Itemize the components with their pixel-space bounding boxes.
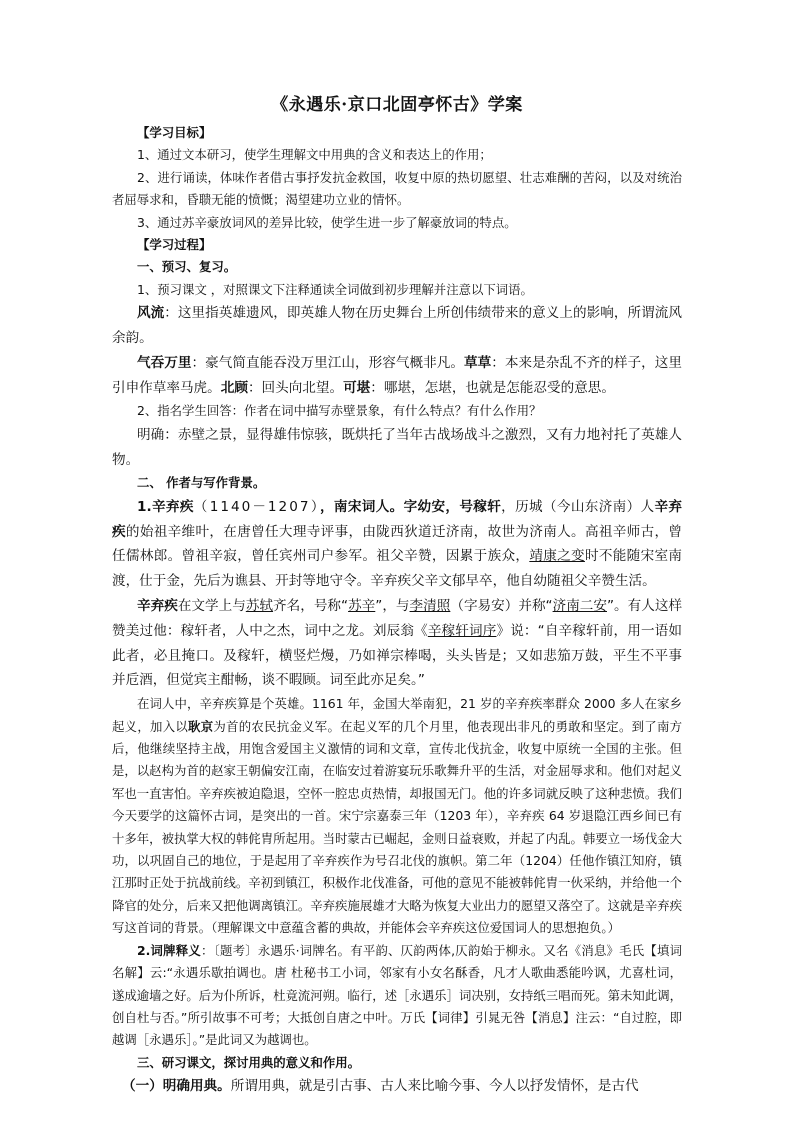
section-2-heading: 二、 作者与写作背景。 bbox=[137, 475, 266, 491]
cipai-explanation: 2.词牌释义：〔题考〕永遇乐·词牌名。有平韵、仄韵两体,仄韵始于柳永。又名《消息》毛氏【填词名解】云:“永遇乐歇拍调也。唐 杜秘书工小词，邻家有小女名酥香，凡才人歌曲悉能吟讽，尤喜杜词，遂成逾墙之好。后为仆所诉，杜竟流河朔。临行，述［永遇乐］词决别，女持纸三唱而死。第未知此调，创自杜与否。”所引故事不可考；大抵创自唐之中叶。万氏【词律】引晁无咎【消息】注云：“自过腔，即越调［永遇乐］。”是此词又为越调也。 bbox=[112, 942, 682, 1048]
link-sushi[interactable]: 苏轼 bbox=[245, 598, 274, 615]
question-2: 2、指名学生回答：作者在词中描写赤壁景象，有什么特点？有什么作用？ bbox=[137, 403, 542, 419]
allusion-intro: （一）明确用典。所谓用典，就是引古事、古人来比喻今事、今人以抒发情怀，是古代 bbox=[122, 1078, 639, 1095]
term-fengliu: 风流：这里指英雄遗风，即英雄人物在历史舞台上所创伟绩带来的意义上的影响，所谓流风余韵。 bbox=[112, 305, 683, 347]
goal-item-1: 1、通过文本研习，使学生理解文中用典的含义和表达上的作用； bbox=[137, 147, 492, 163]
link-jinan-eran[interactable]: 济南二安 bbox=[552, 598, 607, 615]
goal-item-3: 3、通过苏辛豪放词风的差异比较，使学生进一步了解豪放词的特点。 bbox=[137, 214, 517, 230]
goals-heading: 【学习目标】 bbox=[137, 125, 212, 140]
section-1-heading: 一、预习、复习。 bbox=[137, 259, 237, 275]
document-title: 《永遇乐·京口北固亭怀古》学案 bbox=[271, 95, 523, 115]
term-group: 气吞万里：豪气简直能吞没万里江山，形容气概非凡。草草：本来是杂乱不齐的样子，这里引申作草率马虎。北顾：回头向北望。可堪：哪堪，怎堪，也就是怎能忍受的意思。 bbox=[112, 354, 683, 396]
link-suxin[interactable]: 苏辛 bbox=[348, 598, 376, 615]
link-jiaxuan-preface[interactable]: 辛稼轩词序 bbox=[427, 622, 497, 639]
answer-2: 明确：赤壁之景，显得雄伟惊骇，既烘托了当年古战场战斗之激烈，又有力地衬托了英雄人物。 bbox=[112, 426, 682, 468]
author-bio-3: 在词人中，辛弃疾算是个英雄。1161 年，金国大举南犯，21 岁的辛弃疾率群众 2000 多人在家乡起义，加入以耿京为首的农民抗金义军。在起义军的几个月里，他表现出非凡的勇敢和坚定。到了南方后，他继续坚持主战，用饱含爱国主义激情的词和文章，宣传北伐抗金，收复中原统一全国的主张。但是，以赵构为首的赵家王朝偏安江南，在临安过着游宴玩乐歌舞升平的生活，对金屈辱求和。他们对起义军也一直害怕。辛弃疾被迫隐退，空怀一腔忠贞热情，却报国无门。他的许多词就反映了这种悲愤。我们今天要学的这篇怀古词，是突出的一首。宋宁宗嘉泰三年（1203 年），辛弃疾 64 岁退隐江西乡间已有十多年，被执掌大权的韩侂胄所起用。当时蒙古已崛起，金则日益衰败，并起了内乱。韩要立一场伐金大功，以巩固自己的地位，于是起用了辛弃疾作为号召北伐的旗帜。第二年（1204）任他作镇江知府，镇江那时正处于抗战前线。辛初到镇江，积极作北伐准备，可他的意见不能被韩侂胄一伙采纳，并给他一个降官的处分，后来又把他调离镇江。辛弃疾施展雄才大略为恢复大业出力的愿望又落空了。这就是辛弃疾写这首词的背景。（理解课文中意蕴含蓄的典故，并能体会辛弃疾这位爱国词人的思想抱负。） bbox=[112, 696, 683, 936]
link-jingkang[interactable]: 靖康之变 bbox=[529, 548, 585, 565]
preview-instruction: 1、预习课文 ，对照课文下注释通读全词做到初步理解并注意以下词语。 bbox=[137, 281, 533, 297]
author-bio-2: 辛弃疾在文学上与苏轼齐名，号称“苏辛”，与李清照（字易安）并称“济南二安”。有人这样赞美过他：稼轩者，人中之杰，词中之龙。刘辰翁《辛稼轩词序》说：“自辛稼轩前，用一语如此者，必且掩口。及稼轩，横竖烂熳，乃如禅宗棒喝，头头皆是；又如悲笳万鼓，平生不平事并卮酒，但觉宾主酣畅，谈不暇顾。词至此亦足矣。” bbox=[112, 598, 683, 689]
author-bio-1: 1.辛弃疾（1140－1207），南宋词人。字幼安，号稼轩，历城（今山东济南）人辛弃疾的始祖辛维叶，在唐曾任大理寺评事，由陇西狄道迁济南，故世为济南人。高祖辛师古，曾任儒林郎。曾祖辛寂，曾任宾州司户参军。祖父辛赞，因累于族众，靖康之变时不能随宋室南渡，仕于金，先后为谯县、开封等地守令。辛弃疾父辛文郁早卒，他自幼随祖父辛赞生活。 bbox=[112, 498, 683, 590]
goal-item-2: 2、进行诵读，体味作者借古事抒发抗金救国，收复中原的热切愿望、壮志难酬的苦闷，以及对统治者屈辱求和，昏聩无能的愤慨；渴望建功立业的情怀。 bbox=[112, 169, 682, 208]
document-page bbox=[112, 92, 682, 1099]
section-3-heading: 三、研习课文，探讨用典的意义和作用。 bbox=[137, 1054, 361, 1070]
process-heading: 【学习过程】 bbox=[137, 237, 212, 253]
link-liqingzhao[interactable]: 李清照 bbox=[409, 598, 451, 615]
